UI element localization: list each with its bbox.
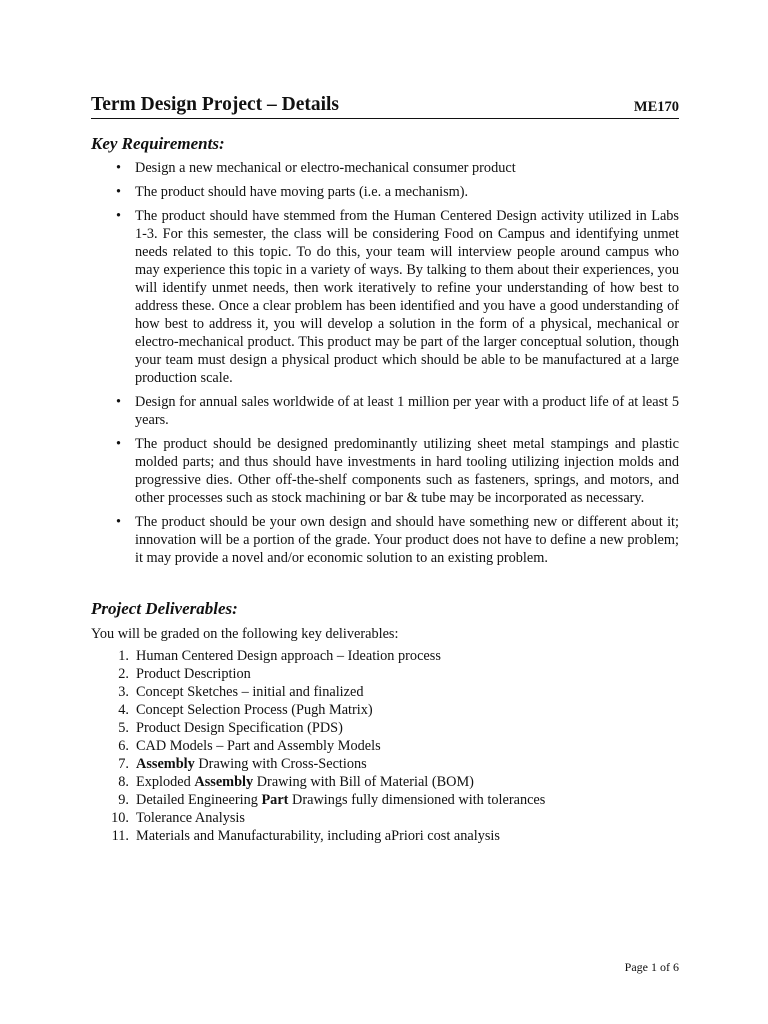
bullet-icon: • (116, 208, 122, 224)
deliverable-item: 6. CAD Models – Part and Assembly Models (118, 738, 381, 754)
deliverable-item: 2. Product Description (118, 666, 251, 682)
requirement-item: • The product should be your own design and should have something new or different about it; innovation will be a portion of the grade. Your product does not have to define a new problem; it may provide a novel and/or economic solution to an existing problem. (116, 514, 679, 566)
requirement-item: • The product should have stemmed from the Human Centered Design activity utilized in Labs 1-3. For this semester, the class will be considering Food on Campus and identifying unmet needs related to this topic. To do this, your team will interview people around campus who may experience this topic in a variety of ways. By talking to them about their experiences, you will identify unmet needs, then work iteratively to refine your understanding of how best to address these. Once a clear problem has been identified and you have a good understanding of how best to address it, you will develop a solution in the form of a physical, mechanical or electro-mechanical product. This product may be part of the larger conceptual solution, though your team must design a physical product which should be able to be manufactured at a large production scale. (116, 208, 679, 386)
requirement-item: • Design a new mechanical or electro-mechanical consumer product (116, 160, 516, 176)
bullet-icon: • (116, 184, 122, 200)
deliverable-item: 9. Detailed Engineering Part Drawings fully dimensioned with tolerances (118, 792, 546, 808)
deliverable-item: 3. Concept Sketches – initial and finalized (118, 684, 364, 700)
deliverable-item: 11. Materials and Manufacturability, including aPriori cost analysis (111, 828, 500, 844)
bullet-icon: • (116, 514, 122, 530)
deliverable-item: 7. Assembly Drawing with Cross-Sections (118, 756, 367, 772)
course-code: ME170 (633, 99, 679, 115)
deliverable-item: 10. Tolerance Analysis (111, 810, 245, 826)
requirements-list (91, 159, 679, 573)
deliverables-list (91, 647, 679, 845)
bullet-icon: • (116, 160, 122, 176)
key-requirements-heading: Key Requirements: (91, 134, 225, 153)
deliverable-item: 1. Human Centered Design approach – Ideation process (118, 648, 441, 664)
deliverables-intro: You will be graded on the following key deliverables: (91, 626, 399, 642)
deliverable-item: 8. Exploded Assembly Drawing with Bill of Material (BOM) (118, 774, 474, 790)
deliverable-item: 5. Product Design Specification (PDS) (118, 720, 343, 736)
document-header (91, 94, 679, 119)
requirement-item: • The product should be designed predominantly utilizing sheet metal stampings and plastic molded parts; and thus should have investments in hard tooling utilizing injection molds and progressive dies. Other off-the-shelf components such as fasteners, springs, and motors, and other processes such as stock machining or bar & tube may be incorporated as necessary. (116, 436, 679, 506)
page-number: Page 1 of 6 (624, 960, 679, 974)
document-title: Term Design Project – Details (91, 94, 340, 115)
bullet-icon: • (116, 436, 122, 452)
requirement-item: • Design for annual sales worldwide of at least 1 million per year with a product life of at least 5 years. (116, 394, 679, 428)
project-deliverables-heading: Project Deliverables: (91, 599, 238, 618)
requirement-item: • The product should have moving parts (i.e. a mechanism). (116, 184, 469, 200)
deliverable-item: 4. Concept Selection Process (Pugh Matrix) (118, 702, 373, 718)
bullet-icon: • (116, 394, 122, 410)
